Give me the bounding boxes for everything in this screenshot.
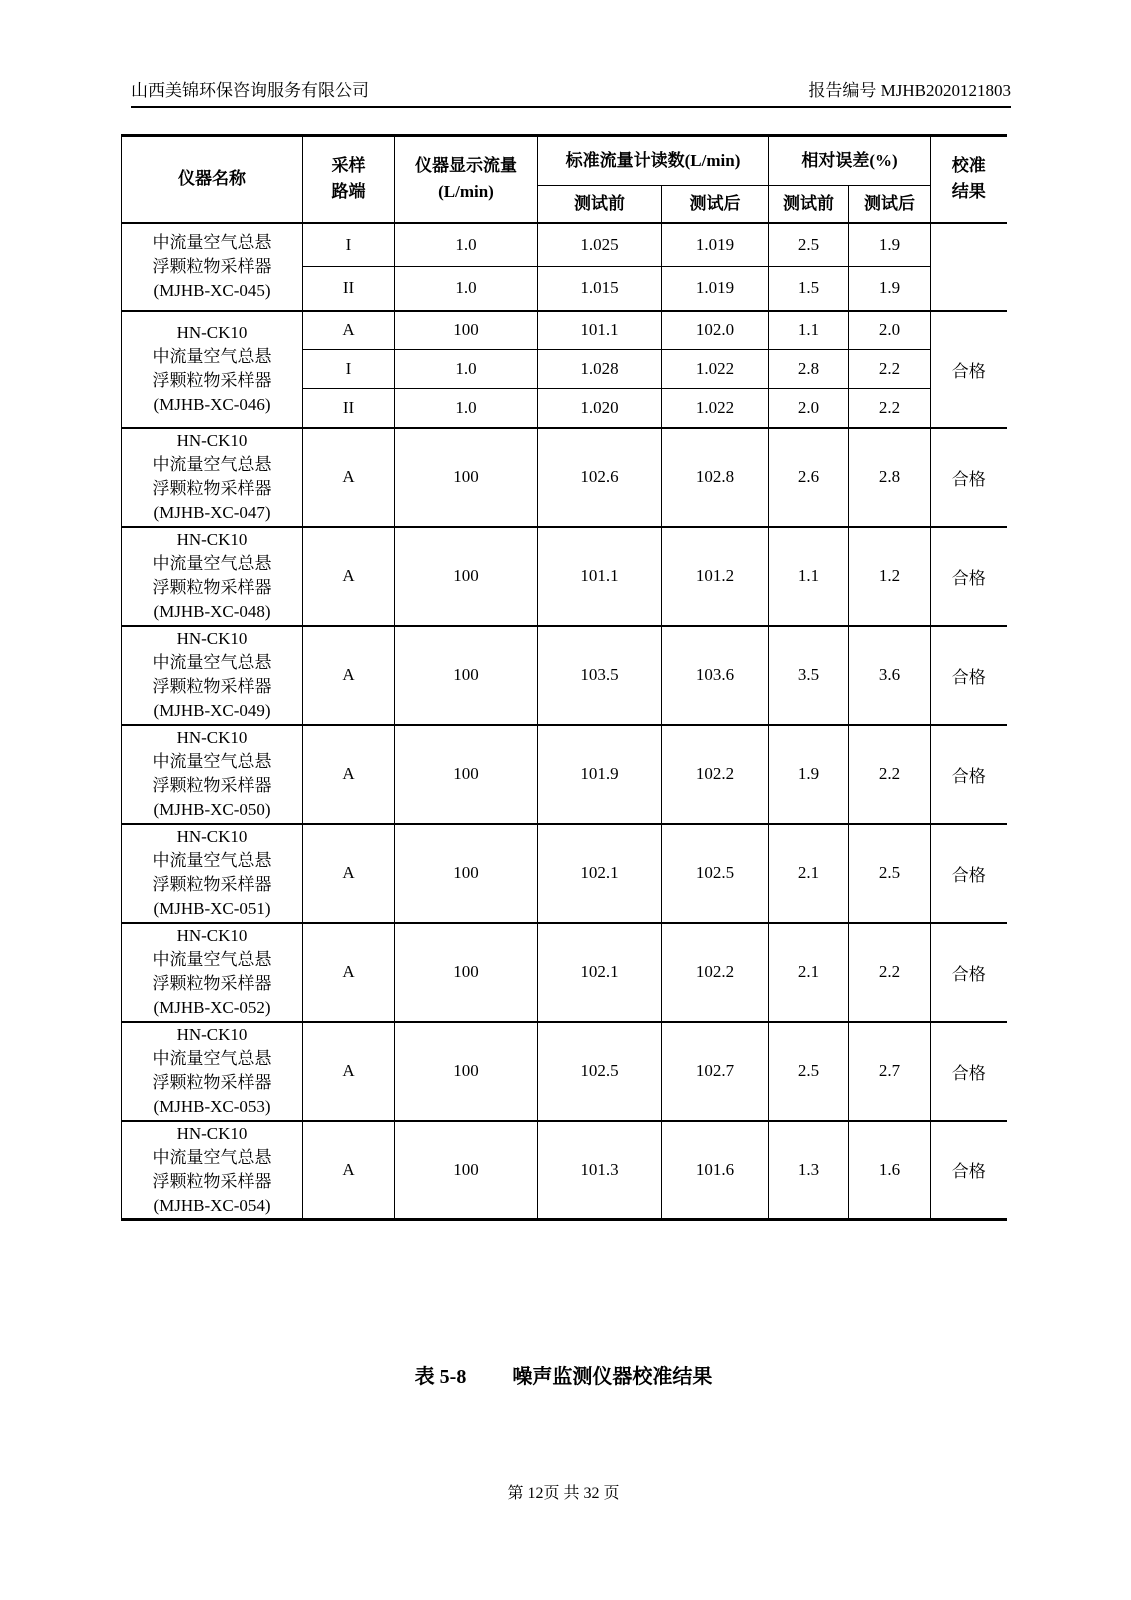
std-before-cell: 101.3 <box>538 1121 662 1220</box>
std-before-cell: 101.9 <box>538 725 662 824</box>
display-flow-cell: 1.0 <box>395 350 538 389</box>
err-before-cell: 2.5 <box>769 1022 849 1121</box>
instrument-name-cell: HN-CK10 中流量空气总悬 浮颗粒物采样器 (MJHB-XC-049) <box>122 626 303 725</box>
std-after-cell: 102.5 <box>662 824 769 923</box>
display-flow-cell: 100 <box>395 527 538 626</box>
company-name: 山西美锦环保咨询服务有限公司 <box>131 81 369 100</box>
sampling-path-cell: A <box>303 1022 395 1121</box>
instrument-name-cell: HN-CK10 中流量空气总悬 浮颗粒物采样器 (MJHB-XC-054) <box>122 1121 303 1220</box>
err-before-cell: 1.5 <box>769 267 849 311</box>
col-header-instrument: 仪器名称 <box>122 136 303 223</box>
err-after-cell: 2.5 <box>849 824 931 923</box>
page-number: 第 12页 共 32 页 <box>507 1485 620 1502</box>
std-before-cell: 1.015 <box>538 267 662 311</box>
table-caption <box>121 1360 1006 1389</box>
std-after-cell: 102.2 <box>662 923 769 1022</box>
sampling-path-cell: A <box>303 1121 395 1220</box>
err-before-cell: 2.1 <box>769 923 849 1022</box>
instrument-name-cell: HN-CK10 中流量空气总悬 浮颗粒物采样器 (MJHB-XC-046) <box>122 311 303 428</box>
result-cell: 合格 <box>931 1121 1007 1220</box>
err-before-cell: 1.9 <box>769 725 849 824</box>
err-before-cell: 1.1 <box>769 527 849 626</box>
col-header-standard-reading: 标准流量计读数(L/min) <box>538 136 769 186</box>
err-after-cell: 2.0 <box>849 311 931 350</box>
sampling-path-cell: II <box>303 389 395 428</box>
display-flow-cell: 100 <box>395 725 538 824</box>
table-row <box>122 626 1007 725</box>
sampling-path-cell: A <box>303 428 395 527</box>
table-row <box>122 311 1007 350</box>
std-after-cell: 1.022 <box>662 389 769 428</box>
display-flow-cell: 1.0 <box>395 267 538 311</box>
std-before-cell: 1.028 <box>538 350 662 389</box>
table-row <box>122 725 1007 824</box>
sampling-path-cell: A <box>303 725 395 824</box>
err-after-cell: 2.2 <box>849 350 931 389</box>
std-after-cell: 1.019 <box>662 267 769 311</box>
instrument-name-cell: HN-CK10 中流量空气总悬 浮颗粒物采样器 (MJHB-XC-052) <box>122 923 303 1022</box>
sampling-path-cell: A <box>303 626 395 725</box>
std-after-cell: 102.2 <box>662 725 769 824</box>
std-before-cell: 102.1 <box>538 824 662 923</box>
instrument-name-cell: 中流量空气总悬 浮颗粒物采样器 (MJHB-XC-045) <box>122 223 303 311</box>
table-row <box>122 1121 1007 1220</box>
result-cell: 合格 <box>931 725 1007 824</box>
result-cell: 合格 <box>931 1022 1007 1121</box>
std-before-cell: 102.5 <box>538 1022 662 1121</box>
instrument-name-cell: HN-CK10 中流量空气总悬 浮颗粒物采样器 (MJHB-XC-050) <box>122 725 303 824</box>
result-cell: 合格 <box>931 428 1007 527</box>
std-after-cell: 101.2 <box>662 527 769 626</box>
err-before-cell: 2.1 <box>769 824 849 923</box>
std-after-cell: 102.7 <box>662 1022 769 1121</box>
calibration-table-wrap <box>121 134 1007 1221</box>
err-before-cell: 3.5 <box>769 626 849 725</box>
col-header-relative-error: 相对误差(%) <box>769 136 931 186</box>
sampling-path-cell: I <box>303 350 395 389</box>
instrument-name-cell: HN-CK10 中流量空气总悬 浮颗粒物采样器 (MJHB-XC-053) <box>122 1022 303 1121</box>
col-header-error-after: 测试后 <box>849 186 931 223</box>
sampling-path-cell: A <box>303 311 395 350</box>
report-number: 报告编号 MJHB2020121803 <box>808 81 1011 100</box>
std-after-cell: 1.022 <box>662 350 769 389</box>
display-flow-cell: 100 <box>395 824 538 923</box>
display-flow-cell: 100 <box>395 1121 538 1220</box>
calibration-table-head <box>122 136 1007 223</box>
calibration-table-body <box>122 223 1007 1220</box>
instrument-name-cell: HN-CK10 中流量空气总悬 浮颗粒物采样器 (MJHB-XC-051) <box>122 824 303 923</box>
err-before-cell: 2.5 <box>769 223 849 267</box>
std-before-cell: 1.025 <box>538 223 662 267</box>
err-after-cell: 1.6 <box>849 1121 931 1220</box>
col-header-result: 校准 结果 <box>931 136 1007 223</box>
col-header-test-after: 测试后 <box>662 186 769 223</box>
result-cell: 合格 <box>931 824 1007 923</box>
table-row <box>122 428 1007 527</box>
display-flow-cell: 100 <box>395 626 538 725</box>
err-before-cell: 1.1 <box>769 311 849 350</box>
err-after-cell: 2.7 <box>849 1022 931 1121</box>
std-after-cell: 101.6 <box>662 1121 769 1220</box>
result-cell: 合格 <box>931 527 1007 626</box>
result-cell: 合格 <box>931 626 1007 725</box>
err-before-cell: 2.6 <box>769 428 849 527</box>
calibration-table <box>121 134 1007 1221</box>
col-header-error-before: 测试前 <box>769 186 849 223</box>
std-before-cell: 102.1 <box>538 923 662 1022</box>
std-before-cell: 102.6 <box>538 428 662 527</box>
table-row <box>122 923 1007 1022</box>
sampling-path-cell: I <box>303 223 395 267</box>
document-header <box>131 76 1011 101</box>
table-caption-label: 表 5-8 <box>414 1366 467 1388</box>
sampling-path-cell: II <box>303 267 395 311</box>
sampling-path-cell: A <box>303 923 395 1022</box>
err-after-cell: 3.6 <box>849 626 931 725</box>
std-before-cell: 101.1 <box>538 311 662 350</box>
err-after-cell: 1.9 <box>849 223 931 267</box>
sampling-path-cell: A <box>303 824 395 923</box>
err-after-cell: 2.2 <box>849 389 931 428</box>
err-after-cell: 1.2 <box>849 527 931 626</box>
table-caption-title: 噪声监测仪器校准结果 <box>512 1366 713 1388</box>
display-flow-cell: 1.0 <box>395 223 538 267</box>
err-after-cell: 2.2 <box>849 725 931 824</box>
col-header-test-before: 测试前 <box>538 186 662 223</box>
header-rule <box>131 106 1011 108</box>
result-cell: 合格 <box>931 311 1007 428</box>
display-flow-cell: 100 <box>395 311 538 350</box>
std-after-cell: 102.0 <box>662 311 769 350</box>
display-flow-cell: 100 <box>395 428 538 527</box>
err-before-cell: 1.3 <box>769 1121 849 1220</box>
std-after-cell: 103.6 <box>662 626 769 725</box>
table-row <box>122 824 1007 923</box>
display-flow-cell: 1.0 <box>395 389 538 428</box>
err-after-cell: 2.8 <box>849 428 931 527</box>
col-header-display-flow: 仪器显示流量 (L/min) <box>395 136 538 223</box>
col-header-sampling-path: 采样 路端 <box>303 136 395 223</box>
std-before-cell: 1.020 <box>538 389 662 428</box>
err-before-cell: 2.8 <box>769 350 849 389</box>
err-after-cell: 1.9 <box>849 267 931 311</box>
result-cell <box>931 223 1007 311</box>
instrument-name-cell: HN-CK10 中流量空气总悬 浮颗粒物采样器 (MJHB-XC-047) <box>122 428 303 527</box>
display-flow-cell: 100 <box>395 1022 538 1121</box>
sampling-path-cell: A <box>303 527 395 626</box>
err-after-cell: 2.2 <box>849 923 931 1022</box>
std-after-cell: 102.8 <box>662 428 769 527</box>
table-row <box>122 1022 1007 1121</box>
instrument-name-cell: HN-CK10 中流量空气总悬 浮颗粒物采样器 (MJHB-XC-048) <box>122 527 303 626</box>
err-before-cell: 2.0 <box>769 389 849 428</box>
header-row-top <box>122 136 1007 186</box>
table-row <box>122 223 1007 267</box>
std-before-cell: 103.5 <box>538 626 662 725</box>
result-cell: 合格 <box>931 923 1007 1022</box>
display-flow-cell: 100 <box>395 923 538 1022</box>
table-row <box>122 527 1007 626</box>
std-after-cell: 1.019 <box>662 223 769 267</box>
std-before-cell: 101.1 <box>538 527 662 626</box>
